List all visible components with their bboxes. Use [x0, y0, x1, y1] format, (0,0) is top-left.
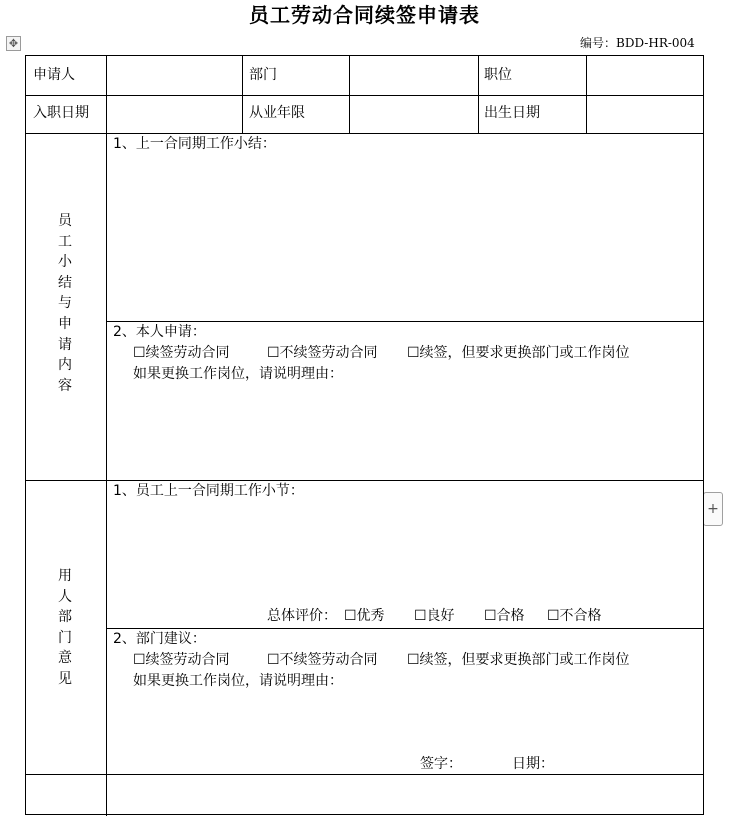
- column-divider: [242, 56, 243, 133]
- position-label: 职位: [484, 67, 512, 83]
- dept-change-reason-prompt: 如果更换工作岗位，请说明理由：: [133, 673, 343, 689]
- column-divider: [586, 56, 587, 133]
- heading-char: 见: [58, 670, 72, 687]
- years-employed-field[interactable]: [351, 97, 476, 132]
- birth-date-label: 出生日期: [484, 105, 540, 121]
- date-label: 日期：: [512, 756, 554, 772]
- applicant-label: 申请人: [33, 67, 75, 83]
- heading-char: 结: [58, 274, 72, 291]
- application-form-table: [25, 55, 704, 815]
- heading-char: 意: [58, 650, 72, 667]
- heading-char: 容: [58, 377, 72, 394]
- applicant-field[interactable]: [108, 58, 240, 94]
- overall-rating-label: 总体评价：: [267, 608, 337, 624]
- row-divider: [26, 95, 703, 96]
- heading-char: 内: [58, 357, 72, 374]
- dept-option-not-renew-contract[interactable]: ☐不续签劳动合同: [267, 652, 378, 668]
- heading-char: 用: [58, 568, 72, 584]
- heading-char: 工: [58, 233, 72, 250]
- change-reason-field[interactable]: [133, 386, 701, 476]
- work-summary-prompt: 1、上一合同期工作小结：: [113, 136, 276, 152]
- row-divider: [106, 628, 703, 629]
- section-employee-heading: [55, 211, 75, 396]
- heading-char: 与: [58, 295, 72, 312]
- birth-date-field[interactable]: [588, 97, 700, 132]
- heading-char: 请: [58, 336, 72, 353]
- four-arrows-move-icon[interactable]: ✥: [6, 36, 21, 51]
- rating-excellent-option[interactable]: ☐优秀: [344, 608, 385, 624]
- form-code-value: BDD-HR-004: [616, 36, 695, 50]
- rating-good-option[interactable]: ☐良好: [414, 608, 455, 624]
- self-application-prompt: 2、本人申请：: [113, 324, 206, 340]
- dept-suggestion-prompt: 2、部门建议：: [113, 631, 206, 647]
- row-divider: [26, 133, 703, 134]
- form-code-label: 编号：: [580, 36, 617, 50]
- dept-option-renew-change-post[interactable]: ☐续签，但要求更换部门或工作岗位: [407, 652, 630, 668]
- plus-icon[interactable]: +: [703, 492, 723, 526]
- position-field[interactable]: [588, 58, 700, 94]
- column-divider: [478, 56, 479, 133]
- heading-char: 人: [58, 588, 72, 605]
- heading-char: 员: [58, 213, 72, 229]
- option-renew-change-post[interactable]: ☐续签，但要求更换部门或工作岗位: [407, 345, 630, 361]
- signature-label: 签字：: [420, 756, 462, 772]
- column-divider: [106, 56, 107, 816]
- option-not-renew-contract[interactable]: ☐不续签劳动合同: [267, 345, 378, 361]
- row-divider: [26, 480, 703, 481]
- row-divider: [106, 321, 703, 322]
- column-divider: [349, 56, 350, 133]
- option-renew-contract[interactable]: ☐续签劳动合同: [133, 345, 230, 361]
- form-title: 员工劳动合同续签申请表: [249, 3, 480, 27]
- dept-summary-field[interactable]: [108, 503, 702, 601]
- dept-option-renew-contract[interactable]: ☐续签劳动合同: [133, 652, 230, 668]
- department-label: 部门: [249, 67, 277, 83]
- hire-date-field[interactable]: [108, 97, 240, 132]
- work-summary-field[interactable]: [108, 156, 702, 318]
- dept-summary-prompt: 1、员工上一合同期工作小节：: [113, 483, 304, 499]
- heading-char: 部: [58, 609, 72, 626]
- rating-fail-option[interactable]: ☐不合格: [547, 608, 602, 624]
- heading-char: 门: [58, 629, 72, 646]
- change-reason-prompt: 如果更换工作岗位，请说明理由：: [133, 366, 343, 382]
- years-employed-label: 从业年限: [249, 105, 305, 121]
- row-divider: [26, 774, 703, 775]
- hire-date-label: 入职日期: [33, 105, 89, 121]
- section-department-heading: [55, 566, 75, 690]
- rating-pass-option[interactable]: ☐合格: [484, 608, 525, 624]
- heading-char: 小: [58, 254, 72, 271]
- heading-char: 申: [58, 315, 72, 332]
- department-field[interactable]: [351, 58, 476, 94]
- dept-change-reason-field[interactable]: [133, 693, 701, 745]
- form-code: [580, 36, 695, 50]
